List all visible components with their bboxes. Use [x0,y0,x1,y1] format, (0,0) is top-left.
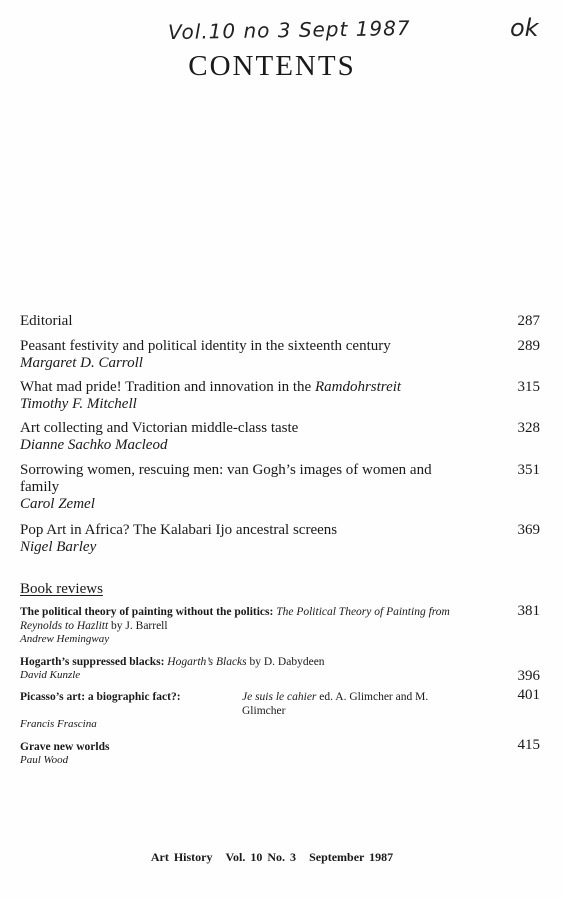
handwritten-issue-note: Vol.10 no 3 Sept 1987 [167,15,411,45]
review-author: Francis Frascina [20,718,97,730]
review-entry [20,737,540,767]
entry-title: What mad pride! Tradition and innovation in the Ramdohrstreit [20,379,402,395]
entry-page: 369 [517,522,540,538]
entry-title: Sorrowing women, rescuing men: van Gogh’s images of women and family [20,462,432,495]
entry-page: 328 [517,420,540,436]
review-author: Andrew Hemingway [20,633,110,645]
review-page: 415 [517,737,540,753]
footer-journal: Art History [150,850,213,864]
entry-author: Carol Zemel [20,496,95,512]
book-reviews-heading: Book reviews [20,581,103,597]
review-title: Picasso’s art: a biographic fact?: [20,691,181,703]
entry-title: Peasant festivity and political identity in the sixteenth century [20,338,391,354]
entry-title: Pop Art in Africa? The Kalabari Ijo ancestral screens [20,522,338,538]
entry-author: Nigel Barley [20,539,97,555]
entry-author: Dianne Sachko Macleod [20,437,168,453]
footer-volume: Vol. 10 No. 3 [225,850,297,864]
journal-footer [0,850,544,865]
review-title: The political theory of painting without the politics: The Political Theory of Painting from Reynolds to Hazlitt by J. Barrell [20,606,450,632]
entry-title: Art collecting and Victorian middle-class taste [20,420,299,436]
review-title: Hogarth’s suppressed blacks: Hogarth’s Blacks by D. Dabydeen [20,656,325,668]
review-page: 401 [517,687,540,703]
toc-entry [20,379,540,413]
review-page: 396 [517,668,540,684]
toc-entry [20,338,540,372]
toc-entry [20,420,540,454]
review-title-rest: Je suis le cahier ed. A. Glimcher and M. Glimcher [242,691,429,717]
footer-date: September 1987 [309,850,394,864]
toc-entry [20,522,540,556]
toc-entry [20,313,540,330]
review-entry [20,605,540,646]
review-author: Paul Wood [20,754,69,766]
entry-page: 315 [517,379,540,395]
toc-entry [20,462,540,513]
entry-title: Editorial [20,313,73,329]
entry-page: 287 [517,313,540,329]
entry-page: 289 [517,338,540,354]
review-title: Grave new worlds [20,741,110,753]
entry-author: Margaret D. Carroll [20,355,143,371]
review-entry [20,655,540,682]
review-author: David Kunzle [20,669,81,681]
review-entry [20,687,540,731]
entry-title-italic: Ramdohrstreit [314,379,402,395]
entry-page: 351 [517,462,540,478]
review-page: 381 [517,603,540,619]
entry-author: Timothy F. Mitchell [20,396,137,412]
handwritten-ok-mark: ok [510,14,539,42]
page-title: CONTENTS [188,50,356,82]
